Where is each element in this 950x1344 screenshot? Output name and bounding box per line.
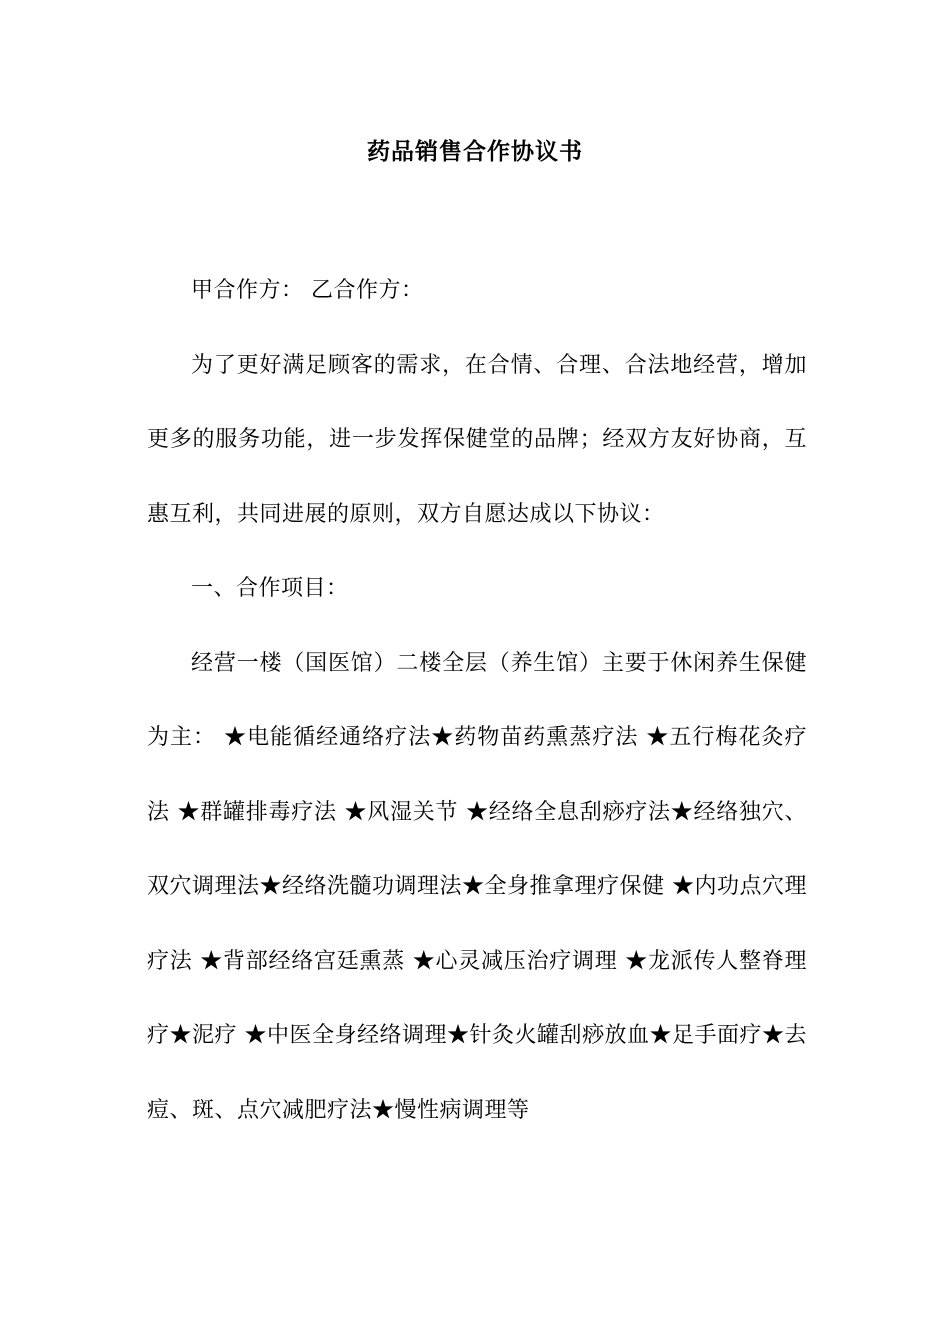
document-title: 药品销售合作协议书 [367, 138, 583, 165]
cooperation-items-paragraph: 经营一楼（国医馆）二楼全层（养生馆）主要于休闲养生保健为主： ★电能循经通络疗法★药物苗药熏蒸疗法 ★五行梅花灸疗法 ★群罐排毒疗法 ★风湿关节 ★经络全息刮痧疗法★经络独穴、双穴调理法★经络洗髓功调理法★全身推拿理疗保健 ★内功点穴理疗法 ★背部经络宫廷熏蒸 ★心灵减压治疗调理 ★龙派传人整脊理疗★泥疗 ★中医全身经络调理★针灸火罐刮痧放血★足手面疗★去痘、斑、点穴减肥疗法★慢性病调理等 [147, 650, 807, 1123]
parties-line: 甲合作方： 乙合作方： [191, 278, 424, 303]
document-body [147, 254, 807, 1148]
preamble-paragraph: 为了更好满足顾客的需求，在合情、合理、合法地经营，增加更多的服务功能，进一步发挥保健堂的品牌；经双方友好协商，互惠互利，共同进展的原则，双方自愿达成以下协议： [147, 352, 807, 527]
section-heading-cooperation-items: 一、合作项目： [191, 576, 349, 601]
